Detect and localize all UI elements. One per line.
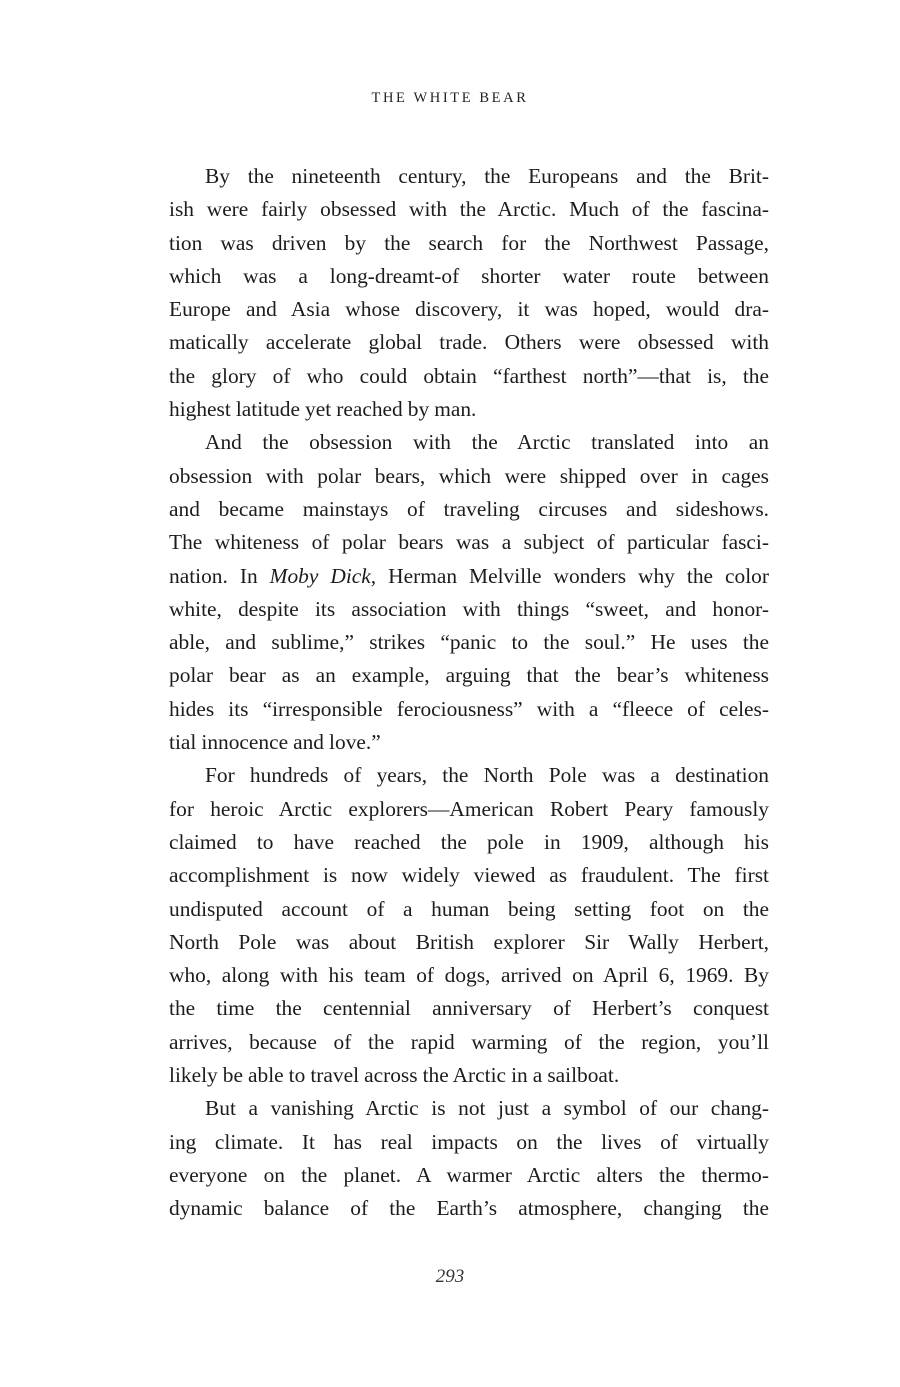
text-line: accomplishment is now widely viewed as fraudulent. The first: [169, 863, 769, 888]
running-head: THE WHITE BEAR: [371, 90, 529, 106]
paragraph-4: [169, 1092, 769, 1225]
text-line: able, and sublime,” strikes “panic to the soul.” He uses the: [169, 630, 769, 655]
text-line: Europe and Asia whose discovery, it was hoped, would dra-: [169, 297, 769, 322]
text-line: everyone on the planet. A warmer Arctic alters the thermo-: [169, 1162, 769, 1187]
page-number: 293: [435, 1266, 465, 1287]
text-line: and became mainstays of traveling circuses and sideshows.: [169, 496, 769, 521]
text-line: But a vanishing Arctic is not just a symbol of our chang-: [205, 1096, 769, 1121]
text-line: highest latitude yet reached by man.: [169, 397, 477, 422]
text-line: The whiteness of polar bears was a subject of particular fasci-: [169, 530, 769, 555]
text-line: ing climate. It has real impacts on the lives of virtually: [169, 1129, 769, 1154]
text-line: tion was driven by the search for the Northwest Passage,: [169, 230, 769, 255]
text-line: dynamic balance of the Earth’s atmosphere, changing the: [169, 1196, 769, 1221]
text-line: white, despite its association with things “sweet, and honor-: [169, 596, 769, 621]
text-line: the glory of who could obtain “farthest north”—that is, the: [169, 363, 769, 388]
text-line: claimed to have reached the pole in 1909, although his: [169, 829, 769, 854]
body-text: [169, 160, 769, 1226]
text-line: hides its “irresponsible ferociousness” with a “fleece of celes-: [169, 696, 769, 721]
text-line: which was a long-dreamt-of shorter water route between: [169, 263, 769, 288]
book-title: Moby Dick,: [269, 563, 377, 588]
text-line: for heroic Arctic explorers—American Robert Peary famously: [169, 796, 769, 821]
text-line: arrives, because of the rapid warming of the region, you’ll: [169, 1029, 769, 1054]
paragraph-2: [169, 426, 769, 759]
text-line: tial innocence and love.”: [169, 730, 381, 755]
text-line: matically accelerate global trade. Others were obsessed with: [169, 330, 769, 355]
text-line: likely be able to travel across the Arctic in a sailboat.: [169, 1063, 620, 1088]
paragraph-1: [169, 160, 769, 426]
text-line: who, along with his team of dogs, arrived on April 6, 1969. By: [169, 963, 769, 988]
text-line: ish were fairly obsessed with the Arctic. Much of the fascina-: [169, 197, 769, 222]
text-line-with-title: [169, 560, 769, 593]
text-line: And the obsession with the Arctic translated into an: [205, 430, 769, 455]
text-line: the time the centennial anniversary of Herbert’s conquest: [169, 996, 769, 1021]
text-line: obsession with polar bears, which were shipped over in cages: [169, 463, 769, 488]
text-line-segment: Herman Melville wonders why the color: [376, 563, 769, 588]
text-line: polar bear as an example, arguing that the bear’s whiteness: [169, 663, 769, 688]
text-line-segment: nation. In: [169, 563, 270, 588]
text-line: undisputed account of a human being setting foot on the: [169, 896, 769, 921]
paragraph-3: [169, 759, 769, 1092]
text-line: For hundreds of years, the North Pole was a destination: [205, 763, 769, 788]
text-line: By the nineteenth century, the Europeans and the Brit-: [205, 164, 769, 188]
text-line: North Pole was about British explorer Sir Wally Herbert,: [169, 929, 769, 954]
